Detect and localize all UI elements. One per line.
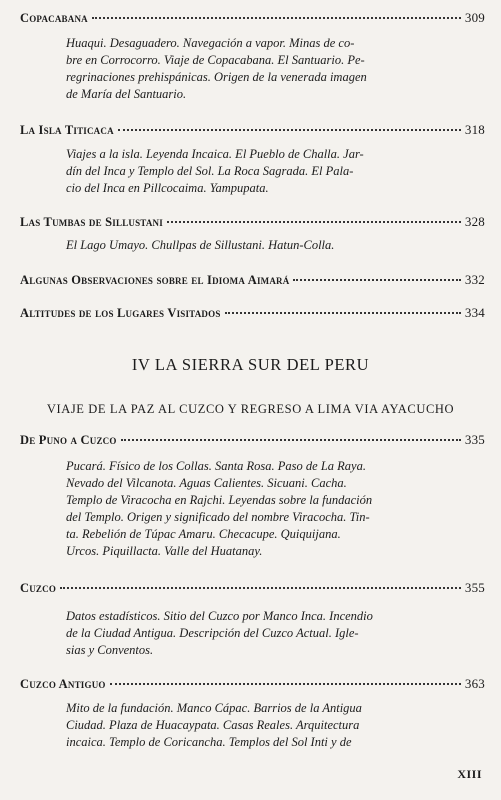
dot-leader <box>118 129 461 131</box>
description-line: cio del Inca en Pillcocaima. Yampupata. <box>66 181 269 195</box>
description-line: bre en Corrocorro. Viaje de Copacabana. El Santuario. Pe- <box>66 53 365 67</box>
toc-entry-heading <box>20 432 485 448</box>
description-line: sias y Conventos. <box>66 643 154 657</box>
section-title: IV LA SIERRA SUR DEL PERU <box>131 355 370 374</box>
toc-page-number: 318 <box>464 122 485 137</box>
toc-page-number: 335 <box>464 432 485 447</box>
description-line: del Templo. Origen y significado del nombre Viracocha. Tin- <box>66 510 370 524</box>
description-line: regrinaciones prehispánicas. Origen de la venerada imagen <box>66 70 367 84</box>
description-line: incaica. Templo de Coricancha. Templos del Sol Inti y de <box>66 735 352 749</box>
subsection-title: VIAJE DE LA PAZ AL CUZCO Y REGRESO A LIMA VIA AYACUCHO <box>46 402 455 416</box>
description-line: Nevado del Vilcanota. Aguas Calientes. Sicuani. Cacha. <box>66 476 347 490</box>
description-line: Huaqui. Desaguadero. Navegación a vapor. Minas de co- <box>66 36 355 50</box>
toc-entry-heading <box>20 10 485 26</box>
dot-leader <box>121 439 461 441</box>
toc-page-number: 309 <box>464 10 485 25</box>
description-line: de la Ciudad Antigua. Descripción del Cuzco Actual. Igle- <box>66 626 359 640</box>
toc-entry-description <box>66 237 479 254</box>
toc-entry-description <box>66 700 479 751</box>
toc-entry-title: La Isla Titicaca <box>20 123 114 137</box>
toc-entry-description <box>66 146 479 197</box>
description-line: El Lago Umayo. Chullpas de Sillustani. Hatun-Colla. <box>66 238 335 252</box>
dot-leader <box>92 17 461 19</box>
toc-entry-title: De Puno a Cuzco <box>20 433 117 447</box>
dot-leader <box>60 587 461 589</box>
dot-leader <box>110 683 461 685</box>
toc-entry-title: Cuzco Antiguo <box>20 677 106 691</box>
description-line: dín del Inca y Templo del Sol. La Roca Sagrada. El Pala- <box>66 164 354 178</box>
description-line: Templo de Viracocha en Rajchi. Leyendas sobre la fundación <box>66 493 373 507</box>
toc-entry-title: Copacabana <box>20 11 88 25</box>
page-folio: XIII <box>457 767 482 781</box>
toc-entry-description <box>66 35 479 103</box>
description-line: ta. Rebelión de Túpac Amaru. Checacupe. Quiquijana. <box>66 527 341 541</box>
toc-entry-title: Altitudes de los Lugares Visitados <box>20 306 221 320</box>
toc-entry-description <box>66 458 479 560</box>
toc-entry-heading <box>20 676 485 692</box>
description-line: Pucará. Físico de los Collas. Santa Rosa. Paso de La Raya. <box>66 459 366 473</box>
toc-entry-title: Algunas Observaciones sobre el Idioma Aimará <box>20 273 290 287</box>
dot-leader <box>225 312 461 314</box>
description-line: Ciudad. Plaza de Huacaypata. Casas Reales. Arquitectura <box>66 718 360 732</box>
toc-entry-heading <box>20 580 485 596</box>
description-line: Datos estadísticos. Sitio del Cuzco por Manco Inca. Incendio <box>66 609 373 623</box>
toc-entry-heading <box>20 122 485 138</box>
toc-entry-heading <box>20 214 485 230</box>
toc-entry-title: Las Tumbas de Sillustani <box>20 215 163 229</box>
toc-entry-heading <box>20 272 485 288</box>
toc-entry-title: Cuzco <box>20 581 57 595</box>
description-line: Urcos. Piquillacta. Valle del Huatanay. <box>66 544 263 558</box>
description-line: Viajes a la isla. Leyenda Incaica. El Pueblo de Challa. Jar- <box>66 147 364 161</box>
description-line: de María del Santuario. <box>66 87 187 101</box>
toc-page-number: 332 <box>464 272 485 287</box>
toc-entry-description <box>66 608 479 659</box>
toc-page-number: 363 <box>464 676 485 691</box>
toc-page-number: 355 <box>464 580 485 595</box>
dot-leader <box>167 221 461 223</box>
dot-leader <box>293 279 460 281</box>
toc-entry-heading <box>20 305 485 321</box>
toc-page-number: 334 <box>464 305 485 320</box>
description-line: Mito de la fundación. Manco Cápac. Barrios de la Antigua <box>66 701 362 715</box>
toc-page-number: 328 <box>464 214 485 229</box>
